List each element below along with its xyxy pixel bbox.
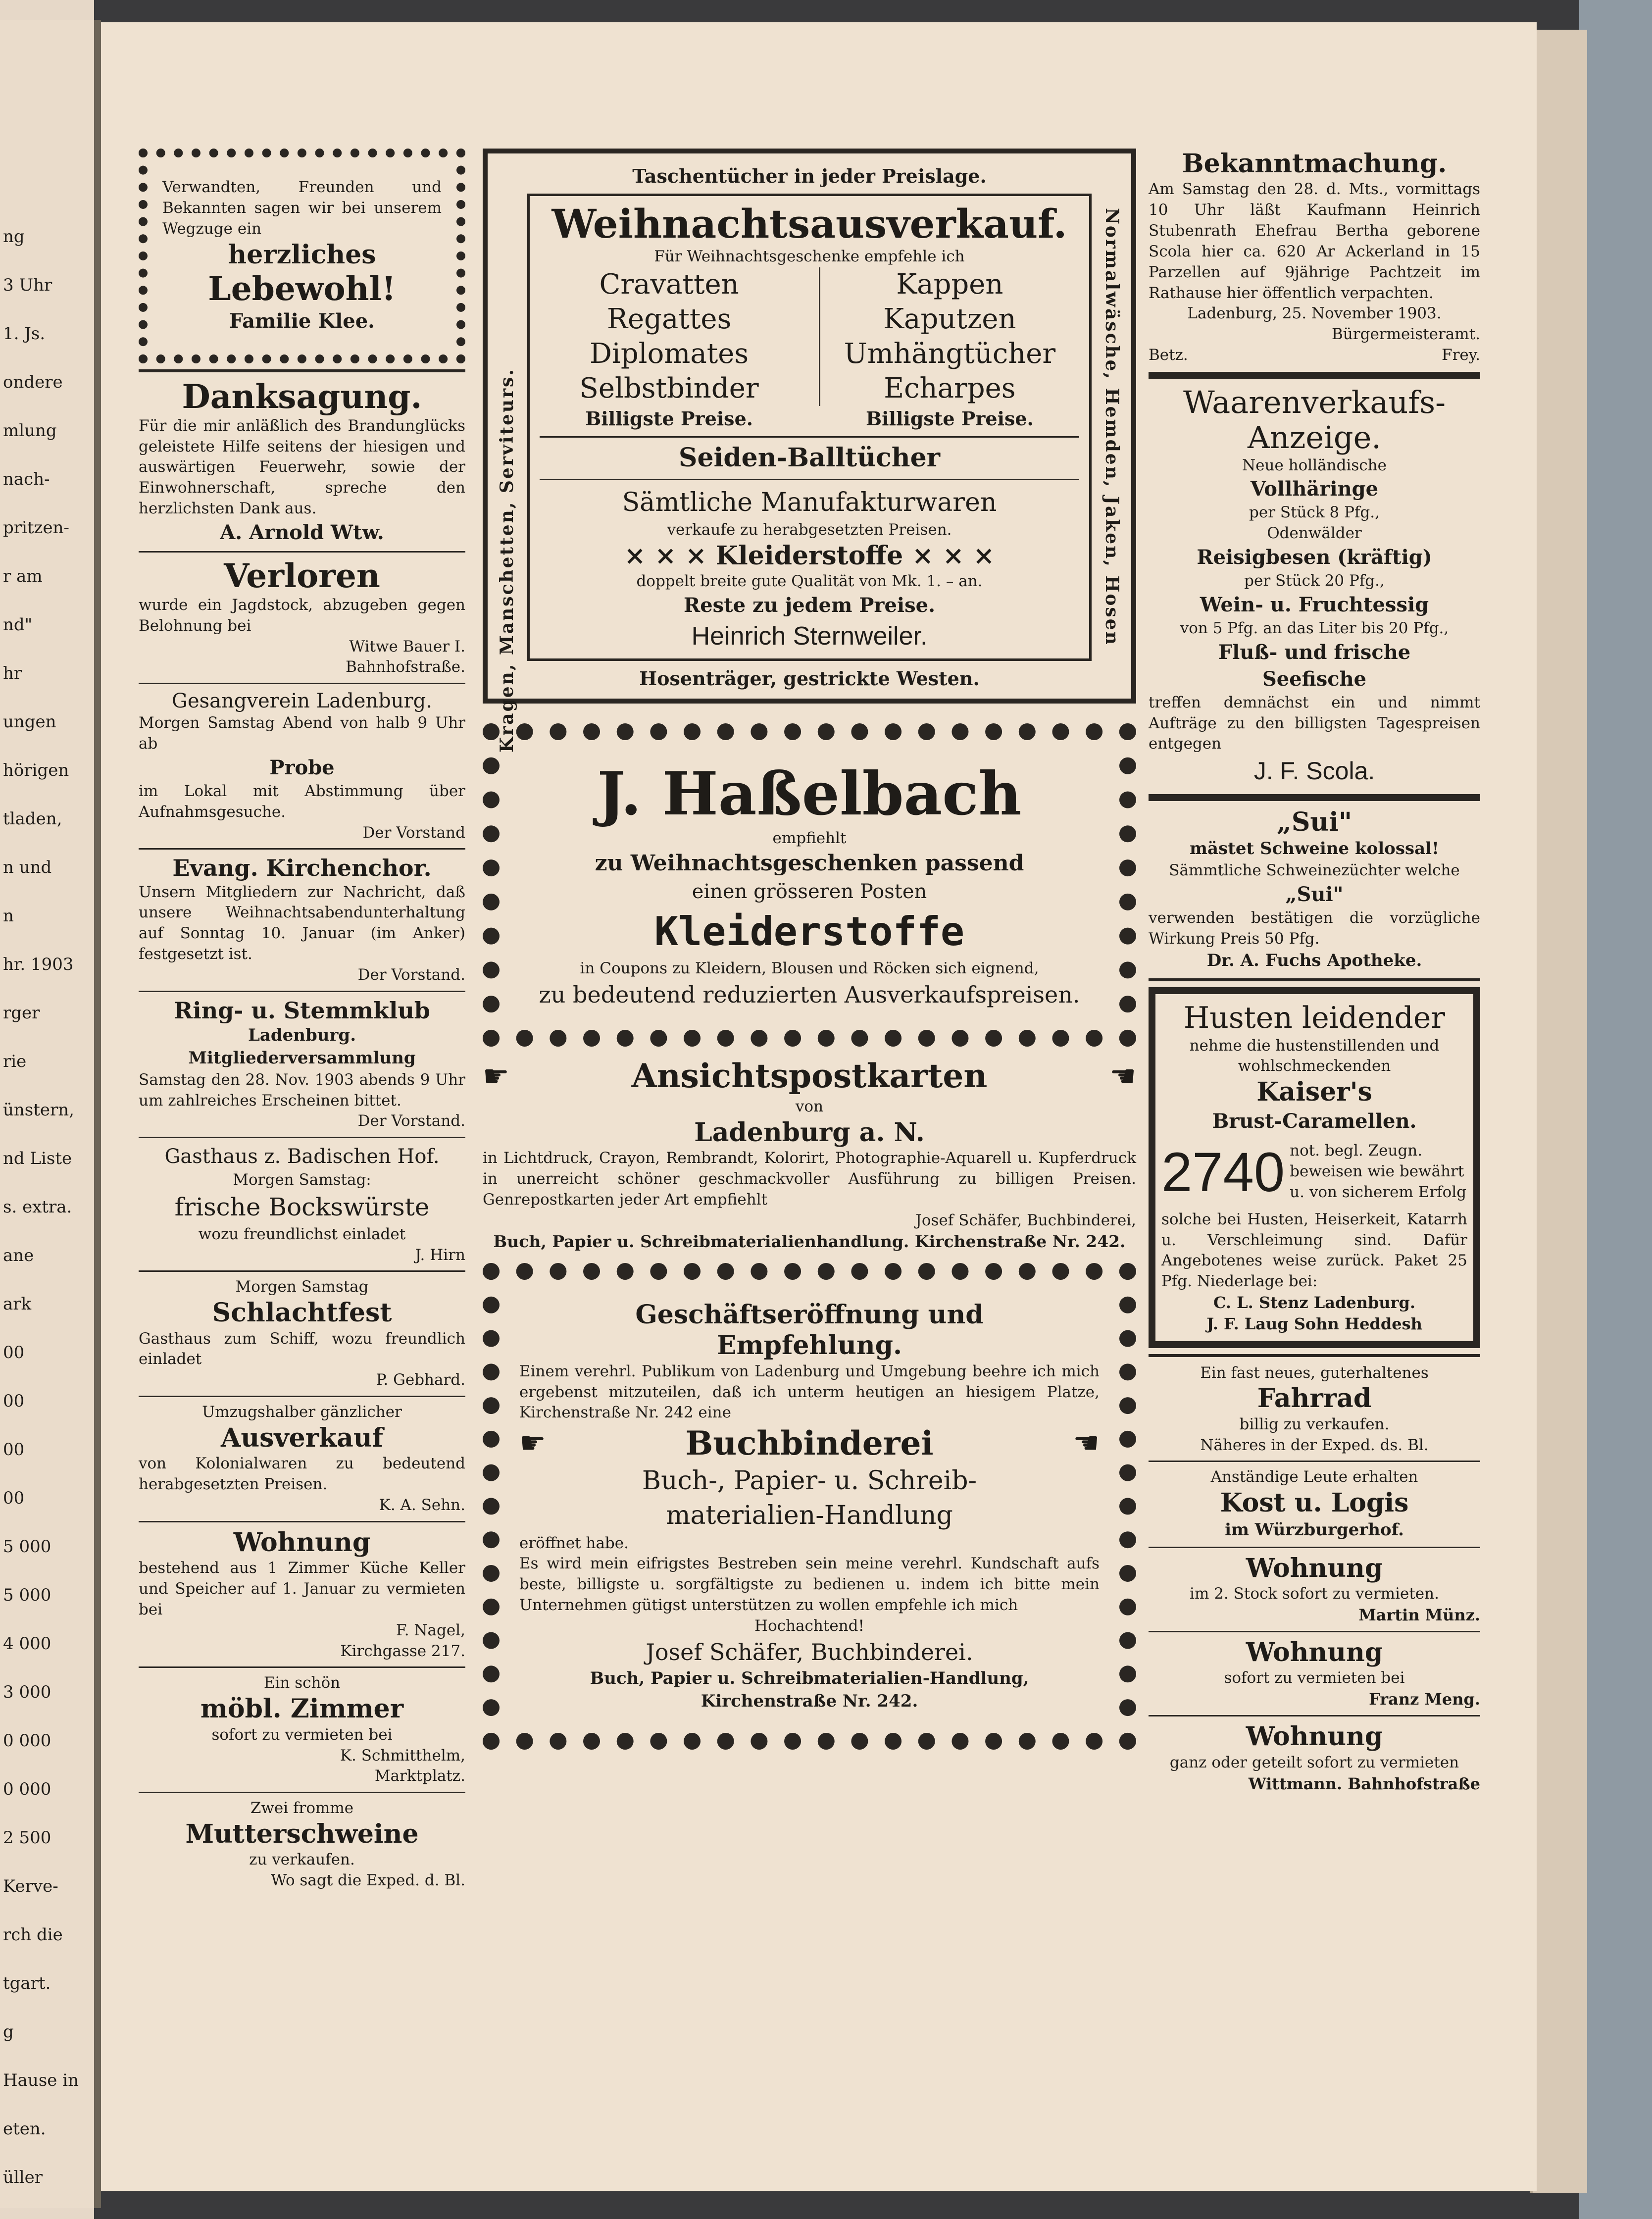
goods-l11: treffen demnächst ein und nimmt Aufträge zu den billigsten Tagespreisen entgegen — [1149, 693, 1480, 753]
bicycle-l1: Ein fast neues, guterhaltenes — [1200, 1363, 1429, 1382]
sternweiler-name: Heinrich Sternweiler. — [691, 622, 928, 651]
apartment1-sign2: Kirchgasse 217. — [340, 1642, 465, 1660]
lost-sign2: Bahnhofstraße. — [346, 658, 465, 676]
room-sign1: K. Schmitthelm, — [340, 1746, 465, 1765]
club-body: Samstag den 28. Nov. 1903 abends 9 Uhr um zahlreiches Erscheinen bittet. — [139, 1070, 465, 1110]
caramel-l3: Brust-Caramellen. — [1212, 1109, 1417, 1133]
caramel-ad — [1149, 987, 1480, 1348]
lost-sign1: Witwe Bauer I. — [349, 637, 465, 656]
wrestling-club-ad — [139, 997, 465, 1132]
right-column — [1149, 149, 1480, 1795]
goods-l8: von 5 Pfg. an das Liter bis 20 Pfg., — [1180, 619, 1449, 637]
left-page-fragment: 0 000 — [3, 1779, 51, 1799]
thanks-ad — [139, 378, 465, 546]
room-line1: Ein schön — [263, 1674, 341, 1692]
club-subtitle: Ladenburg. — [248, 1025, 356, 1045]
goods-sign: J. F. Scola. — [1253, 757, 1375, 785]
caramel-l4: solche bei Husten, Heiserkeit, Katarrh u. Verschleimung sind. Dafür Angebotenes weise zurück. Paket 25 Pfg. Niederlage bei: — [1161, 1210, 1467, 1291]
goods-l4: Odenwälder — [1267, 524, 1362, 543]
inn-sign: J. Hirn — [415, 1246, 465, 1264]
hasselbach-empfiehlt: empfiehlt — [772, 829, 847, 847]
church-choir-body: Unsern Mitgliedern zur Nachricht, daß unsere Weihnachtsabendunterhaltung auf Sonntag 10. Januar (im Anker) festgesetzt ist. — [139, 883, 465, 963]
left-page-fragment: n und — [3, 857, 52, 877]
hand-right-icon: ☚ — [1109, 1059, 1136, 1094]
apartment2-sign: Martin Münz. — [1358, 1605, 1480, 1624]
bookbinder-body2a: eröffnet habe. — [519, 1534, 629, 1552]
left-page-fragment: tladen, — [3, 809, 62, 829]
bicycle-title: Fahrrad — [1257, 1383, 1372, 1414]
slaughter-line1: Morgen Samstag — [235, 1278, 369, 1296]
farewell-ad — [139, 149, 465, 363]
goods-l10: Seefische — [1262, 667, 1367, 691]
sternweiler-bottom: Hosenträger, gestrickte Westen. — [639, 667, 980, 690]
sui-l2: Sämmtliche Schweinezüchter welche — [1169, 861, 1460, 880]
caramel-title: Husten leidender — [1183, 1000, 1446, 1035]
sternweiler-intro: Für Weihnachtsgeschenke empfehle ich — [654, 248, 965, 266]
bookbinder-ad — [483, 1263, 1136, 1750]
caramel-l1: nehme die hustenstillenden und wohlschmeckenden — [1189, 1036, 1440, 1075]
board-title: Kost u. Logis — [1220, 1488, 1409, 1518]
clearance-sign: K. A. Sehn. — [379, 1496, 465, 1514]
bookbinder-body: Einem verehrl. Publikum von Ladenburg und Umgebung beehre ich mich ergebenst mitzuteilen, daß ich unterm heutigen an hiesigem Platze, Kirchenstraße Nr. 242 eine — [519, 1362, 1100, 1422]
left-page-fragment: pritzen- — [3, 518, 69, 538]
goods-l5: Reisigbesen (kräftig) — [1197, 546, 1432, 569]
farewell-line1: herzliches — [228, 239, 376, 270]
bicycle-l3: Näheres in der Exped. ds. Bl. — [1200, 1436, 1429, 1454]
book-gutter — [94, 20, 101, 2208]
thanks-body: Für die mir anläßlich des Brandunglücks geleistete Hilfe seitens der hiesigen und auswärtigen Feuerwehr, sowie der Einwohnerschaft, spreche den herzlichsten Dank aus. — [139, 416, 465, 518]
left-page-fragment: 00 — [3, 1343, 25, 1362]
left-page-fragment: rch die — [3, 1925, 63, 1945]
sternweiler-items-right — [819, 267, 1079, 406]
apartment4-sign: Wittmann. Bahnhofstraße — [1248, 1774, 1480, 1793]
announcement-ad — [1149, 149, 1480, 366]
apartment1-title: Wohnung — [233, 1527, 371, 1558]
left-page-fragment: ane — [3, 1246, 34, 1265]
slaughter-ad — [139, 1277, 465, 1391]
hasselbach-title: J. Haßelbach — [597, 758, 1022, 829]
sternweiler-reste: Reste zu jedem Preise. — [683, 594, 936, 617]
sternweiler-left-side: Kragen, Manschetten, Serviteurs. — [497, 368, 517, 753]
bookbinder-head: Buchbinderei — [685, 1423, 934, 1463]
lost-ad — [139, 557, 465, 678]
left-page-fragment: hr. 1903 — [3, 955, 74, 974]
lost-body: wurde ein Jagdstock, abzugeben gegen Belohnung bei — [139, 596, 465, 635]
sternweiler-manufaktur: Sämtliche Manufakturwaren — [622, 487, 997, 517]
caramel-sign1: C. L. Stenz Ladenburg. — [1213, 1293, 1416, 1312]
choir-probe: Probe — [269, 756, 335, 779]
left-page-fragment: 4 000 — [3, 1634, 51, 1654]
left-page-fragment: s. extra. — [3, 1197, 72, 1217]
left-page-fragment: üller — [3, 2168, 43, 2187]
lost-title: Verloren — [224, 556, 380, 595]
left-page-fragment: 00 — [3, 1488, 25, 1508]
sui-sign: Dr. A. Fuchs Apotheke. — [1206, 950, 1422, 970]
left-page — [0, 20, 99, 2208]
room-sign2: Marktplatz. — [374, 1767, 465, 1785]
postcards-ad — [483, 1057, 1136, 1253]
apartment3-title: Wohnung — [1246, 1637, 1383, 1668]
apartment2-title: Wohnung — [1246, 1553, 1383, 1583]
farewell-text: Verwandten, Freunden und Bekannten sagen wir bei unserem Wegzuge ein — [162, 178, 442, 238]
bicycle-l2: billig zu verkaufen. — [1239, 1415, 1390, 1433]
hasselbach-line1: zu Weihnachtsgeschenken passend — [595, 851, 1024, 876]
left-page-fragment: r am — [3, 566, 43, 586]
board-l1: Anständige Leute erhalten — [1210, 1468, 1418, 1486]
left-page-fragment: 00 — [3, 1391, 25, 1411]
left-page-fragment: 3 000 — [3, 1682, 51, 1702]
postcards-footer: Buch, Papier u. Schreibmaterialienhandlung. Kirchenstraße Nr. 242. — [493, 1232, 1126, 1252]
left-page-fragment: nd Liste — [3, 1149, 72, 1168]
left-page-fragment: hr — [3, 663, 22, 683]
sternweiler-ad — [483, 149, 1136, 753]
left-page-fragment: 2 500 — [3, 1828, 51, 1848]
room-body: sofort zu vermieten bei — [211, 1725, 393, 1744]
announcement-title: Bekanntmachung. — [1182, 149, 1447, 179]
sternweiler-item: Kaputzen — [883, 303, 1016, 336]
thanks-sign: A. Arnold Wtw. — [220, 520, 384, 544]
club-sign: Der Vorstand. — [357, 1112, 465, 1130]
apartment1-sign1: F. Nagel, — [396, 1621, 465, 1639]
thanks-title: Danksagung. — [182, 377, 422, 416]
left-page-fragment: rger — [3, 1003, 40, 1023]
farewell-line2: Lebewohl! — [208, 269, 396, 308]
left-page-fragment: Kerve- — [3, 1876, 58, 1896]
postcards-title: Ansichtspostkarten — [631, 1057, 988, 1096]
hand-left-icon-2: ☛ — [519, 1426, 546, 1461]
club-title: Ring- u. Stemmklub — [174, 997, 430, 1024]
sternweiler-kleiderstoffe: × × × Kleiderstoffe × × × — [624, 540, 995, 571]
apartment-ad-1 — [139, 1527, 465, 1662]
sternweiler-title: Weihnachtsausverkauf. — [551, 201, 1067, 248]
left-page-fragment: mlung — [3, 421, 57, 441]
sui-l4: verwenden bestätigen die vorzügliche Wirkung Preis 50 Pfg. — [1149, 908, 1480, 948]
left-page-fragment: nd" — [3, 615, 33, 635]
announcement-date: Ladenburg, 25. November 1903. — [1187, 304, 1442, 323]
room-title: möbl. Zimmer — [200, 1694, 404, 1724]
sternweiler-item: Cravatten — [599, 268, 739, 301]
left-column — [139, 149, 465, 1891]
goods-l6: per Stück 20 Pfg., — [1244, 572, 1385, 590]
left-page-fragment: ondere — [3, 372, 63, 392]
caramel-sign2: J. F. Laug Sohn Heddesh — [1206, 1314, 1422, 1334]
farewell-sign: Familie Klee. — [229, 309, 375, 333]
sternweiler-top: Taschentücher in jeder Preislage. — [632, 165, 987, 187]
left-page-fragment: g — [3, 2022, 14, 2042]
room-ad — [139, 1673, 465, 1787]
goods-l3: per Stück 8 Pfg., — [1249, 504, 1380, 522]
sui-ad — [1149, 807, 1480, 972]
sternweiler-item: Kappen — [896, 268, 1003, 301]
choir-body1: Morgen Samstag Abend von halb 9 Uhr ab — [139, 714, 465, 753]
club-event: Mitgliederversammlung — [188, 1048, 416, 1068]
apartment1-body: bestehend aus 1 Zimmer Küche Keller und Speicher auf 1. Januar zu vermieten bei — [139, 1559, 465, 1618]
left-page-fragment: ng — [3, 227, 25, 247]
announcement-sign-left: Betz. — [1149, 346, 1188, 364]
goods-l1: Neue holländische — [1242, 456, 1387, 474]
left-page-fragment: 1. Js. — [3, 324, 46, 344]
left-page-fragment: ünstern, — [3, 1100, 74, 1120]
inn-title: Gasthaus z. Badischen Hof. — [164, 1145, 440, 1168]
sui-l1: mästet Schweine kolossal! — [1190, 839, 1439, 859]
left-page-fragment: rie — [3, 1052, 27, 1071]
goods-l9: Fluß- und frische — [1218, 640, 1411, 664]
left-page-fragment: ark — [3, 1294, 32, 1314]
hasselbach-line2: einen grösseren Posten — [692, 880, 927, 903]
bookbinder-title2: Empfehlung. — [716, 1330, 902, 1361]
hand-left-icon: ☛ — [483, 1059, 509, 1094]
caramel-l2: Kaiser's — [1256, 1077, 1372, 1108]
sternweiler-manufaktur-sub: verkaufe zu herabgesetzten Preisen. — [667, 521, 952, 539]
sternweiler-item: Diplomates — [590, 338, 749, 370]
bookbinder-line1: Buch-, Papier- u. Schreib- — [642, 1466, 977, 1496]
hand-right-icon-2: ☚ — [1073, 1426, 1100, 1461]
hasselbach-ad — [483, 723, 1136, 1047]
bookbinder-title1: Geschäftseröffnung und — [635, 1299, 984, 1330]
left-page-fragment: 3 Uhr — [3, 275, 52, 295]
bookbinder-body2: Es wird mein eifrigstes Bestreben sein meine verehrl. Kundschaft aufs beste, billigste u. sorgfältigste zu bedienen u. indem ich bitte mein Unternehmen gütigst unterstützen zu wollen empfehle ich mich — [519, 1555, 1100, 1614]
left-page-fragment: tgart. — [3, 1973, 51, 1993]
sows-ad — [139, 1798, 465, 1891]
clearance-body: von Kolonialwaren zu bedeutend herabgesetzten Preisen. — [139, 1455, 465, 1494]
goods-title: Waarenverkaufs-Anzeige. — [1183, 384, 1446, 456]
sows-title: Mutterschweine — [185, 1819, 419, 1850]
apartment2-body: im 2. Stock sofort zu vermieten. — [1190, 1584, 1439, 1603]
apartment-ad-4 — [1149, 1721, 1480, 1794]
book-cover-board — [1579, 0, 1652, 2219]
sternweiler-item: Echarpes — [884, 372, 1016, 405]
left-page-fragment: 5 000 — [3, 1585, 51, 1605]
apartment3-body: sofort zu vermieten bei — [1224, 1669, 1405, 1687]
goods-l2: Vollhäringe — [1250, 477, 1379, 501]
sui-l3: „Sui" — [1285, 882, 1344, 906]
left-page-fragment: nach- — [3, 469, 50, 489]
choir-body2: im Lokal mit Abstimmung über Aufnahmsgesuche. — [139, 782, 465, 821]
bookbinder-greet: Hochachtend! — [754, 1616, 864, 1635]
postcards-place: Ladenburg a. N. — [694, 1117, 925, 1148]
slaughter-sign: P. Gebhard. — [376, 1371, 465, 1389]
hasselbach-line3: Kleiderstoffe — [654, 908, 965, 955]
clearance-ad — [139, 1402, 465, 1516]
hasselbach-line4: in Coupons zu Kleidern, Blousen und Röcken sich eignend, — [580, 959, 1039, 977]
board-l2: im Würzburgerhof. — [1225, 1519, 1404, 1540]
sternweiler-item: Umhängtücher — [844, 338, 1056, 370]
choir-title: Gesangverein Ladenburg. — [172, 690, 432, 713]
left-page-fragment: n — [3, 906, 14, 926]
sows-sign: Wo sagt die Exped. d. Bl. — [271, 1871, 465, 1890]
sternweiler-items — [540, 267, 1079, 406]
apartment4-title: Wohnung — [1246, 1721, 1383, 1752]
left-page-fragment: 00 — [3, 1440, 25, 1460]
choir-sign: Der Vorstand — [362, 823, 465, 842]
inn-line1: Morgen Samstag: — [233, 1171, 371, 1189]
announcement-body: Am Samstag den 28. d. Mts., vormittags 10 Uhr läßt Kaufmann Heinrich Stubenrath Ehefrau Bertha geborene Scola hier ca. 620 Ar Ackerland in 15 Parzellen auf 9jährige Pachtzeit im Rathause hier öffentlich verpachten. — [1149, 180, 1480, 302]
left-page-fragment: ungen — [3, 712, 56, 732]
badischer-hof-ad — [139, 1143, 465, 1265]
apartment4-body: ganz oder geteilt sofort zu vermieten — [1169, 1753, 1459, 1771]
bookbinder-sign: Josef Schäfer, Buchbinderei. — [646, 1638, 973, 1665]
bookbinder-line2: materialien-Handlung — [666, 1501, 953, 1531]
clearance-line1: Umzugshalber gänzlicher — [202, 1403, 402, 1421]
sternweiler-price-left: Billigste Preise. — [585, 407, 753, 430]
postcards-sign: Josef Schäfer, Buchbinderei, — [915, 1211, 1136, 1229]
goods-ad — [1149, 385, 1480, 788]
inn-line2: frische Bockswürste — [174, 1193, 430, 1222]
church-choir-title: Evang. Kirchenchor. — [172, 855, 432, 882]
announcement-office: Bürgermeisteramt. — [1332, 325, 1480, 344]
sows-line1: Zwei fromme — [250, 1799, 354, 1817]
left-page-fragment: hörigen — [3, 760, 69, 780]
postcards-body: in Lichtdruck, Crayon, Rembrandt, Kolorirt, Photographie-Aquarell u. Kupferdruck in unerreicht schöner geschmackvoller Ausführung zu billigen Preisen. Genrepostkarten jeder Art empfiehlt — [483, 1149, 1136, 1209]
postcards-von: von — [795, 1097, 824, 1115]
caramel-number-text: not. begl. Zeugn. beweisen wie bewährt u. von sicherem Erfolg — [1290, 1142, 1467, 1202]
bookbinder-footer: Buch, Papier u. Schreibmaterialien-Handlung, Kirchenstraße Nr. 242. — [590, 1668, 1029, 1711]
church-choir-ad — [139, 855, 465, 985]
goods-l7: Wein- u. Fruchtessig — [1200, 593, 1429, 616]
caramel-number: 2740 — [1161, 1141, 1285, 1203]
sternweiler-item: Regattes — [606, 303, 732, 336]
apartment-ad-2 — [1149, 1553, 1480, 1626]
sows-body: zu verkaufen. — [249, 1851, 355, 1869]
sternweiler-items-left — [540, 267, 799, 406]
sternweiler-quality: doppelt breite gute Qualität von Mk. 1. – an. — [636, 572, 983, 591]
left-page-fragment: Hause in — [3, 2070, 79, 2090]
slaughter-body: Gasthaus zum Schiff, wozu freundlich einladet — [139, 1329, 465, 1368]
church-choir-sign: Der Vorstand. — [357, 965, 465, 984]
board-ad — [1149, 1467, 1480, 1541]
inn-body: wozu freundlichst einladet — [198, 1225, 406, 1243]
sternweiler-silk: Seiden-Balltücher — [678, 443, 941, 473]
hasselbach-line5: zu bedeutend reduzierten Ausverkaufspreisen. — [539, 981, 1080, 1008]
announcement-sign-right: Frey. — [1442, 346, 1480, 364]
slaughter-title: Schlachtfest — [212, 1298, 392, 1328]
sternweiler-price-right: Billigste Preise. — [866, 407, 1034, 430]
apartment3-sign: Franz Meng. — [1369, 1690, 1480, 1709]
apartment-ad-3 — [1149, 1637, 1480, 1710]
left-page-fragment: 5 000 — [3, 1537, 51, 1557]
left-page-fragment: eten. — [3, 2119, 46, 2139]
choir-ad — [139, 689, 465, 843]
sternweiler-item: Selbstbinder — [579, 372, 759, 405]
middle-column — [483, 149, 1136, 1750]
left-page-fragment: 0 000 — [3, 1731, 51, 1751]
page-stack — [1530, 30, 1587, 2193]
sternweiler-right-side: Normalwäsche, Hemden, Jaken, Hosen — [1101, 208, 1122, 646]
clearance-title: Ausverkauf — [220, 1422, 384, 1453]
sui-title: „Sui" — [1276, 807, 1352, 837]
bicycle-ad — [1149, 1363, 1480, 1456]
